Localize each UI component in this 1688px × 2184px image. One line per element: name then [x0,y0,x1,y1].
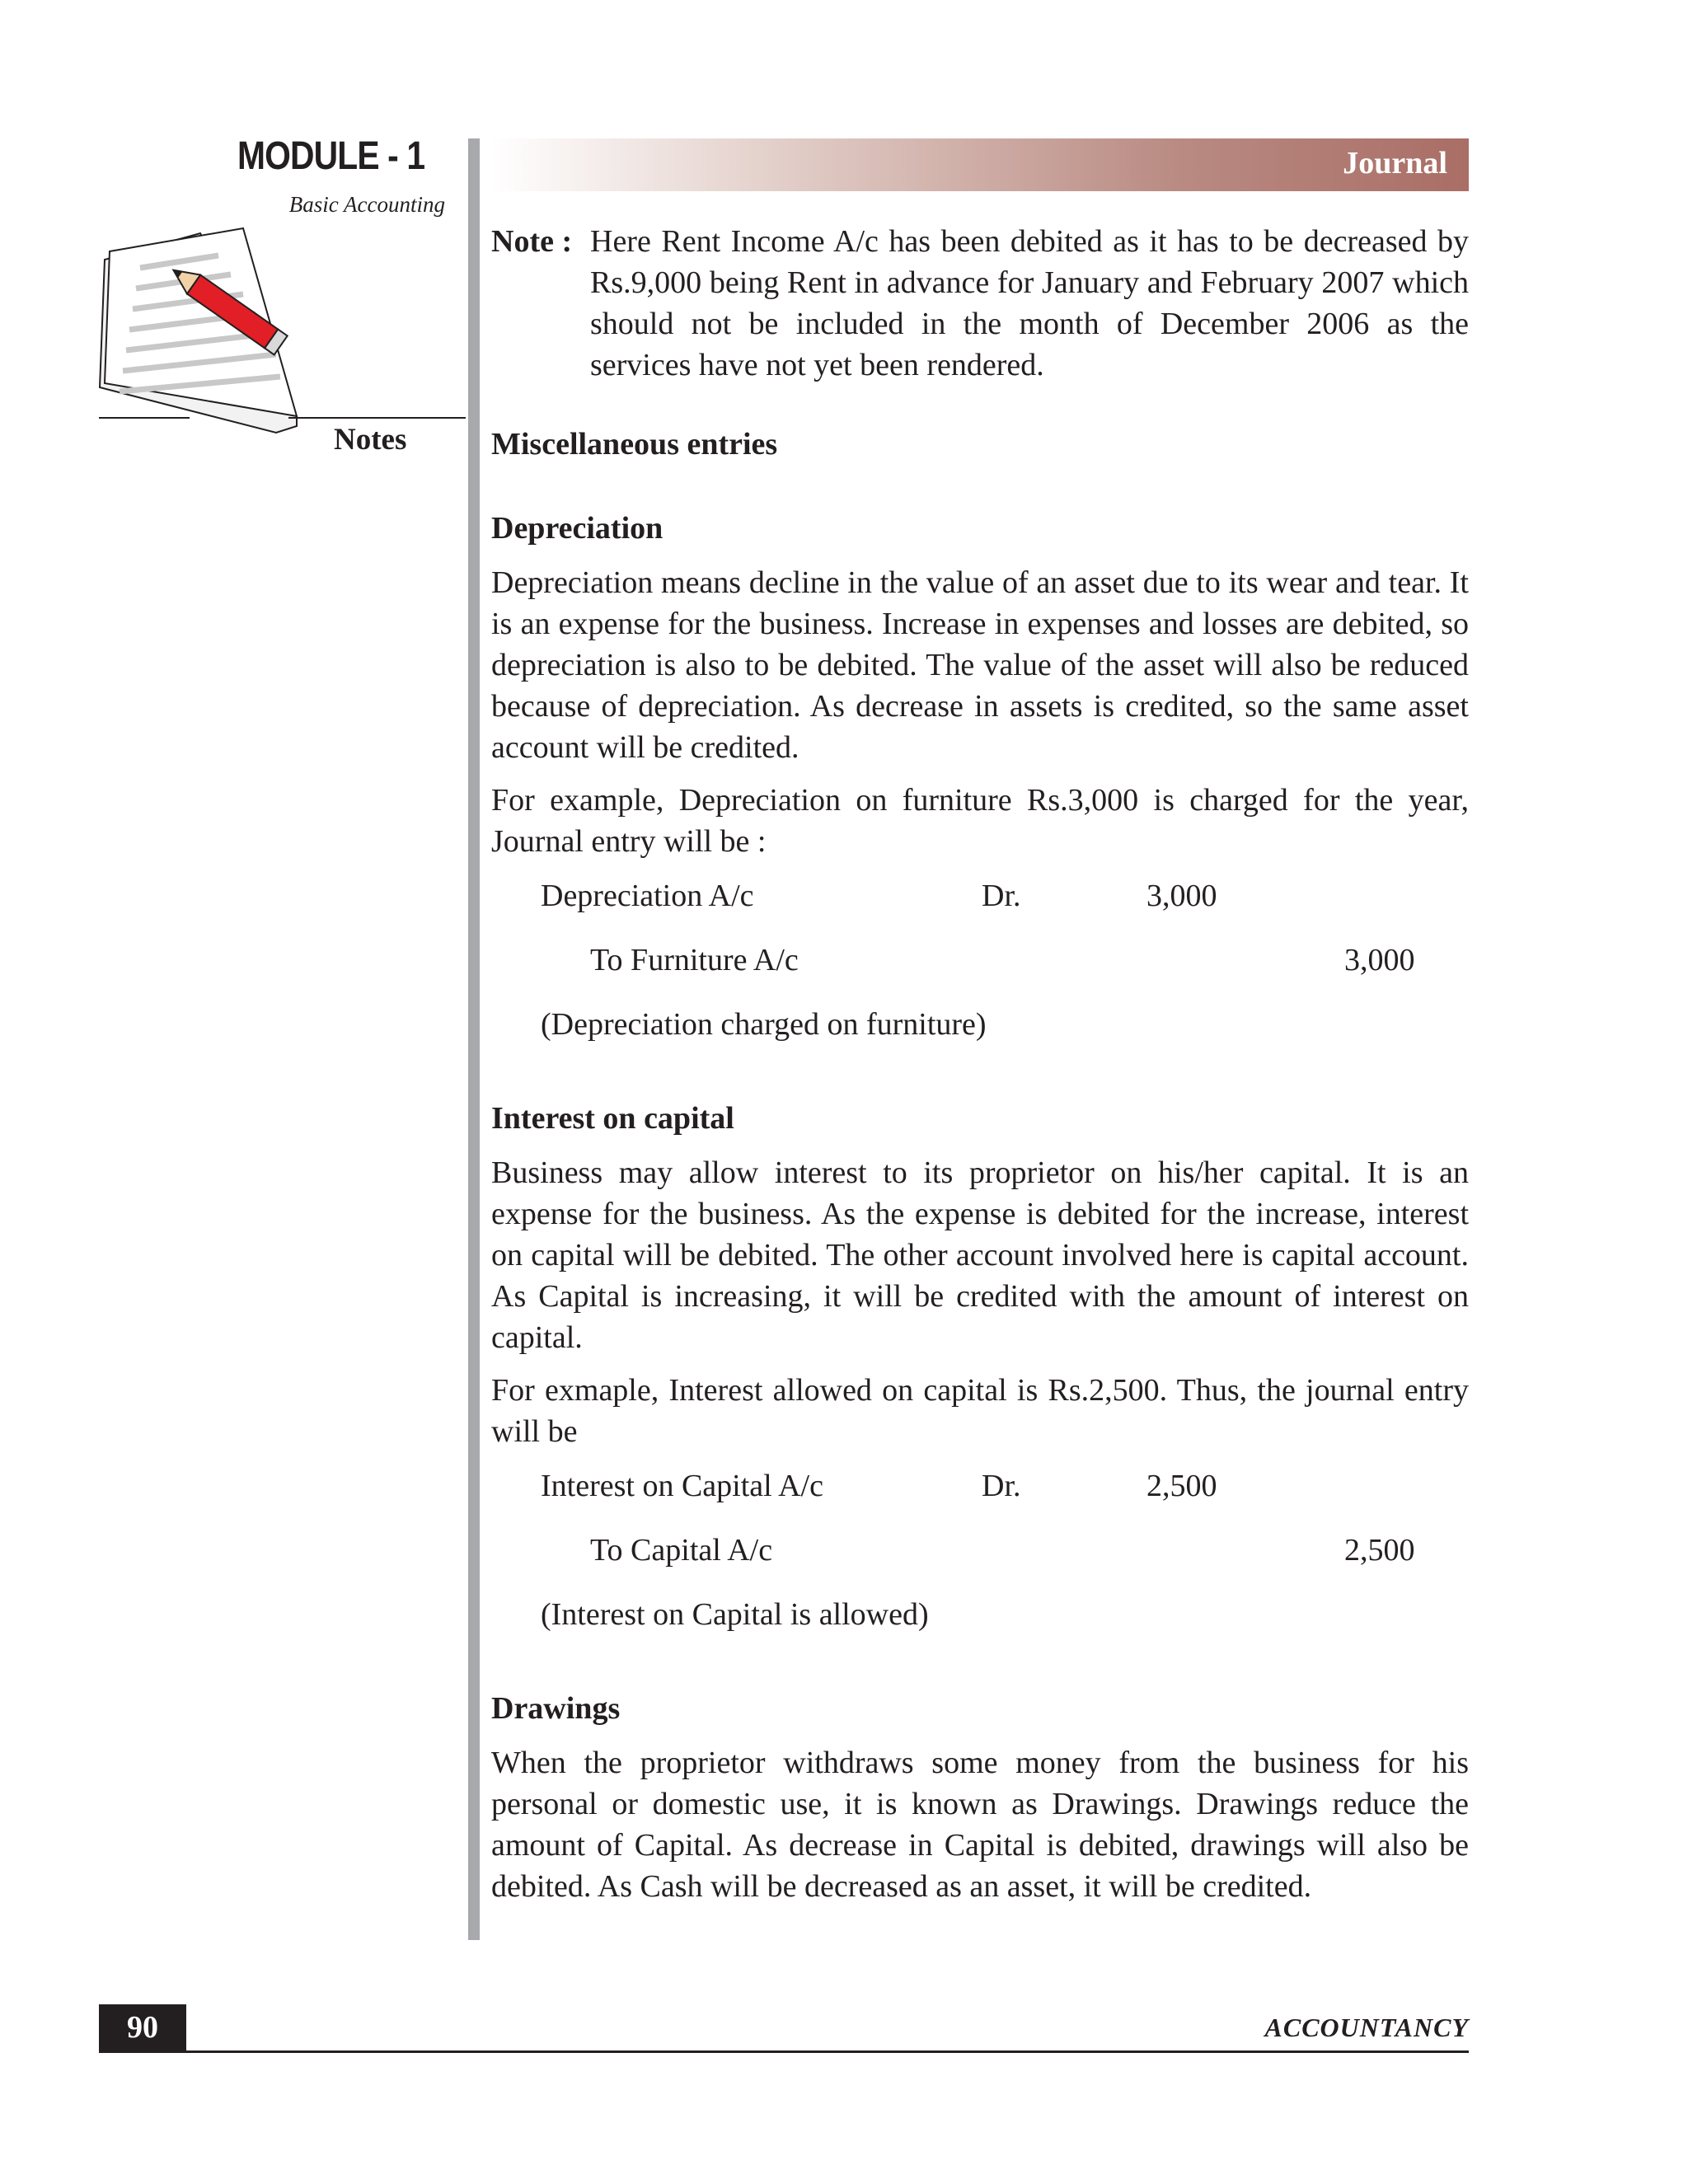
interest-heading: Interest on capital [491,1101,734,1136]
page-number: 90 [99,2004,186,2050]
credit-amount: 3,000 [1344,943,1415,977]
misc-heading: Miscellaneous entries [491,427,778,462]
notes-label: Notes [334,423,407,457]
section-title: Journal [1343,146,1447,180]
notepad-pencil-icon [95,227,326,462]
note-block [491,221,1469,386]
narration: (Interest on Capital is allowed) [541,1597,929,1632]
entry-narration-row [491,991,1469,1055]
interest-journal-entry [491,1452,1469,1645]
debit-amount: 3,000 [1146,879,1217,913]
entry-credit-row [491,926,1469,991]
dr-label: Dr. [982,879,1021,913]
debit-amount: 2,500 [1146,1469,1217,1503]
module-title: MODULE - 1 [237,134,425,178]
section-banner [491,138,1469,191]
entry-narration-row [491,1581,1469,1645]
depreciation-example: For example, Depreciation on furniture Rs.3,000 is charged for the year, Journal entry will be : [491,783,1469,859]
footer-title: ACCOUNTANCY [1264,2013,1469,2042]
entry-credit-row [491,1516,1469,1581]
main-content [491,221,1469,1907]
entry-debit-row [491,862,1469,926]
note-text: Here Rent Income A/c has been debited as it has to be decreased by Rs.9,000 being Rent in advance for January and February 2007 which should not be included in the month of December 2006 as the services have not yet been rendered. [590,224,1469,382]
sidebar-vertical-bar [468,138,480,1940]
entry-debit-row [491,1452,1469,1516]
footer-rule [99,2050,1469,2053]
drawings-heading: Drawings [491,1691,621,1726]
depreciation-paragraph: Depreciation means decline in the value of an asset due to its wear and tear. It is an expense for the business. Increase in expenses and losses are debited, so depreciation is also to be debited. The value of the asset will also be reduced because of depreciation. As decrease in assets is credited, so the same asset account will be credited. [491,565,1469,765]
depreciation-journal-entry [491,862,1469,1055]
drawings-paragraph: When the proprietor withdraws some money from the business for his personal or domestic use, it is known as Drawings. Drawings reduce the amount of Capital. As decrease in Capital is debited, drawings will also be debited. As Cash will be decreased as an asset, it will be credited. [491,1746,1469,1904]
credit-account: To Capital A/c [590,1533,773,1568]
credit-amount: 2,500 [1344,1533,1415,1568]
debit-account: Interest on Capital A/c [541,1469,823,1503]
module-subtitle: Basic Accounting [288,192,445,217]
notes-divider-left [99,417,190,419]
note-label: Note : [491,224,573,259]
notes-divider-right [288,417,466,419]
narration: (Depreciation charged on furniture) [541,1007,987,1042]
interest-example: For exmaple, Interest allowed on capital is Rs.2,500. Thus, the journal entry will be [491,1373,1469,1449]
credit-account: To Furniture A/c [590,943,799,977]
debit-account: Depreciation A/c [541,879,754,913]
dr-label: Dr. [982,1469,1021,1503]
interest-paragraph: Business may allow interest to its proprietor on his/her capital. It is an expense for the business. As the expense is debited for the increase, interest on capital will be debited. The other account involved here is capital account. As Capital is increasing, it will be credited with the amount of interest on capital. [491,1155,1469,1355]
depreciation-heading: Depreciation [491,511,663,546]
